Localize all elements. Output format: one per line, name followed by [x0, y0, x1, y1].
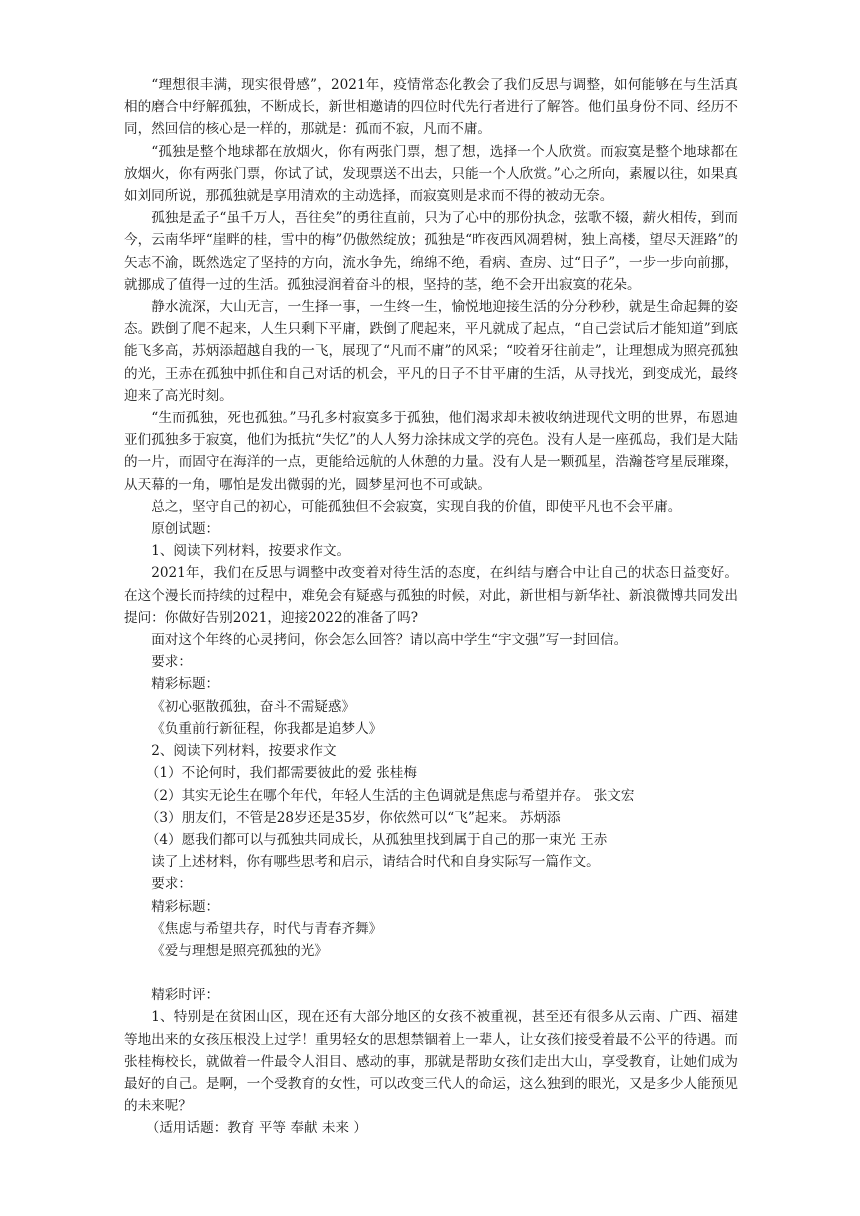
commentary-1: 1、特别是在贫困山区，现在还有大部分地区的女孩不被重视，甚至还有很多从云南、广西、福建等地出来的女孩压根没上过学！重男轻女的思想禁锢着上一辈人，让女孩们接受着最不公平的待遇。而张桂梅校长，就做着一件最令人泪目、感动的事，那就是帮助女孩们走出大山，享受教育，让她们成为最好的自己。是啊，一个受教育的女性，可以改变三代人的命运，这么独到的眼光，又是多少人能预见的未来呢？ [124, 1009, 738, 1115]
question-1-titles-label: 精彩标题： [151, 676, 220, 693]
heading-original-questions: 原创试题： [151, 521, 220, 538]
question-2-titles-label: 精彩标题： [151, 898, 220, 915]
question-1-material: 2021年，我们在反思与调整中改变着对待生活的态度，在纠结与磨合中让自己的状态日益变好。在这个漫长而持续的过程中，难免会有疑惑与孤独的时候，对此，新世相与新华社、新浪微博共同发出提问：你做好告别2021，迎接2022的准备了吗? [124, 565, 738, 626]
paragraph-mencius: 孤独是孟子“虽千万人，吾往矣”的勇往直前，只为了心中的那份执念，弦歌不辍，薪火相传，到而今，云南华坪“崖畔的桂，雪中的梅”仍傲然绽放；孤独是“昨夜西风凋碧树，独上高楼，望尽天涯路”的矢志不渝，既然选定了坚持的方向，流水争先，绵绵不绝，看病、查房、过“日子”，一步一步向前挪，就挪成了值得一过的生活。孤独浸润着奋斗的根，坚持的茎，绝不会开出寂寞的花朵。 [124, 210, 738, 293]
question-1-title-a: 《初心驱散孤独，奋斗不需疑惑》 [151, 698, 356, 715]
question-2-material-1: （1）不论何时，我们都需要彼此的爱 张桂梅 [145, 765, 417, 782]
commentary-1-topics: （适用话题：教育 平等 奉献 未来 ） [145, 1120, 367, 1137]
paragraph-still-water: 静水流深，大山无言，一生择一事，一生终一生，愉悦地迎接生活的分分秒秒，就是生命起舞的姿态。跌倒了爬不起来，人生只剩下平庸，跌倒了爬起来，平凡就成了起点，“自己尝试后才能知道”到底能飞多高，苏炳添超越自我的一飞，展现了“凡而不庸”的风采；“咬着牙往前走”，让理想成为照亮孤独的光，王赤在孤独中抓住和自己对话的机会，平凡的日子不甘平庸的生活，从寻找光，到变成光，最终迎来了高光时刻。 [124, 299, 738, 404]
question-2-prompt: 读了上述材料，你有哪些思考和启示，请结合时代和自身实际写一篇作文。 [151, 854, 600, 871]
question-1-requirements: 要求： [151, 654, 192, 671]
paragraph-intro: “理想很丰满，现实很骨感”，2021年，疫情常态化教会了我们反思与调整，如何能够在与生活真相的磨合中纾解孤独，不断成长，新世相邀请的四位时代先行者进行了解答。他们虽身份不同、经历不同，然回信的核心是一样的，那就是：孤而不寂，凡而不庸。 [124, 77, 738, 138]
question-2-material-4: （4）愿我们都可以与孤独共同成长，从孤独里找到属于自己的那一束光 王赤 [145, 831, 608, 848]
question-1-prompt: 面对这个年终的心灵拷问，你会怎么回答？请以高中学生“宇文强”写一封回信。 [151, 632, 628, 649]
question-1-heading: 1、阅读下列材料，按要求作文。 [151, 543, 351, 560]
question-2-material-3: （3）朋友们，不管是28岁还是35岁，你依然可以“飞”起来。 苏炳添 [145, 809, 561, 826]
question-2-title-a: 《焦虑与希望共存，时代与青春齐舞》 [151, 920, 383, 937]
question-1-title-b: 《负重前行新征程，你我都是追梦人》 [151, 720, 383, 737]
question-2-requirements: 要求： [151, 876, 192, 893]
paragraph-liutong-quote: “孤独是整个地球都在放烟火，你有两张门票，想了想，选择一个人欣赏。而寂寞是整个地球都在放烟火，你有两张门票，你试了试，发现票送不出去，只能一个人欣赏。”心之所向，素履以往，如果真如刘同所说，那孤独就是享用清欢的主动选择，而寂寞则是求而不得的被动无奈。 [124, 143, 738, 205]
blank-line [124, 962, 738, 984]
heading-commentary: 精彩时评： [151, 987, 220, 1004]
document-page [124, 74, 738, 1140]
paragraph-macondo: “生而孤独，死也孤独。”马孔多村寂寞多于孤独，他们渴求却未被收纳进现代文明的世界，布恩迪亚们孤独多于寂寞，他们为抵抗“失忆”的人人努力涂抹成文学的亮色。没有人是一座孤岛，我们是大陆的一片，而固守在海洋的一点，更能给远航的人休憩的力量。没有人是一颗孤星，浩瀚苍穹星辰璀璨，从天幕的一角，哪怕是发出微弱的光，圆梦星河也不可或缺。 [124, 410, 738, 493]
question-2-heading: 2、阅读下列材料，按要求作文 [151, 743, 337, 760]
question-2-title-b: 《爱与理想是照亮孤独的光》 [151, 942, 328, 959]
paragraph-conclusion: 总之，坚守自己的初心，可能孤独但不会寂寞，实现自我的价值，即使平凡也不会平庸。 [151, 498, 682, 515]
question-2-material-2: （2）其实无论生在哪个年代，年轻人生活的主色调就是焦虑与希望并存。 张文宏 [145, 787, 635, 804]
